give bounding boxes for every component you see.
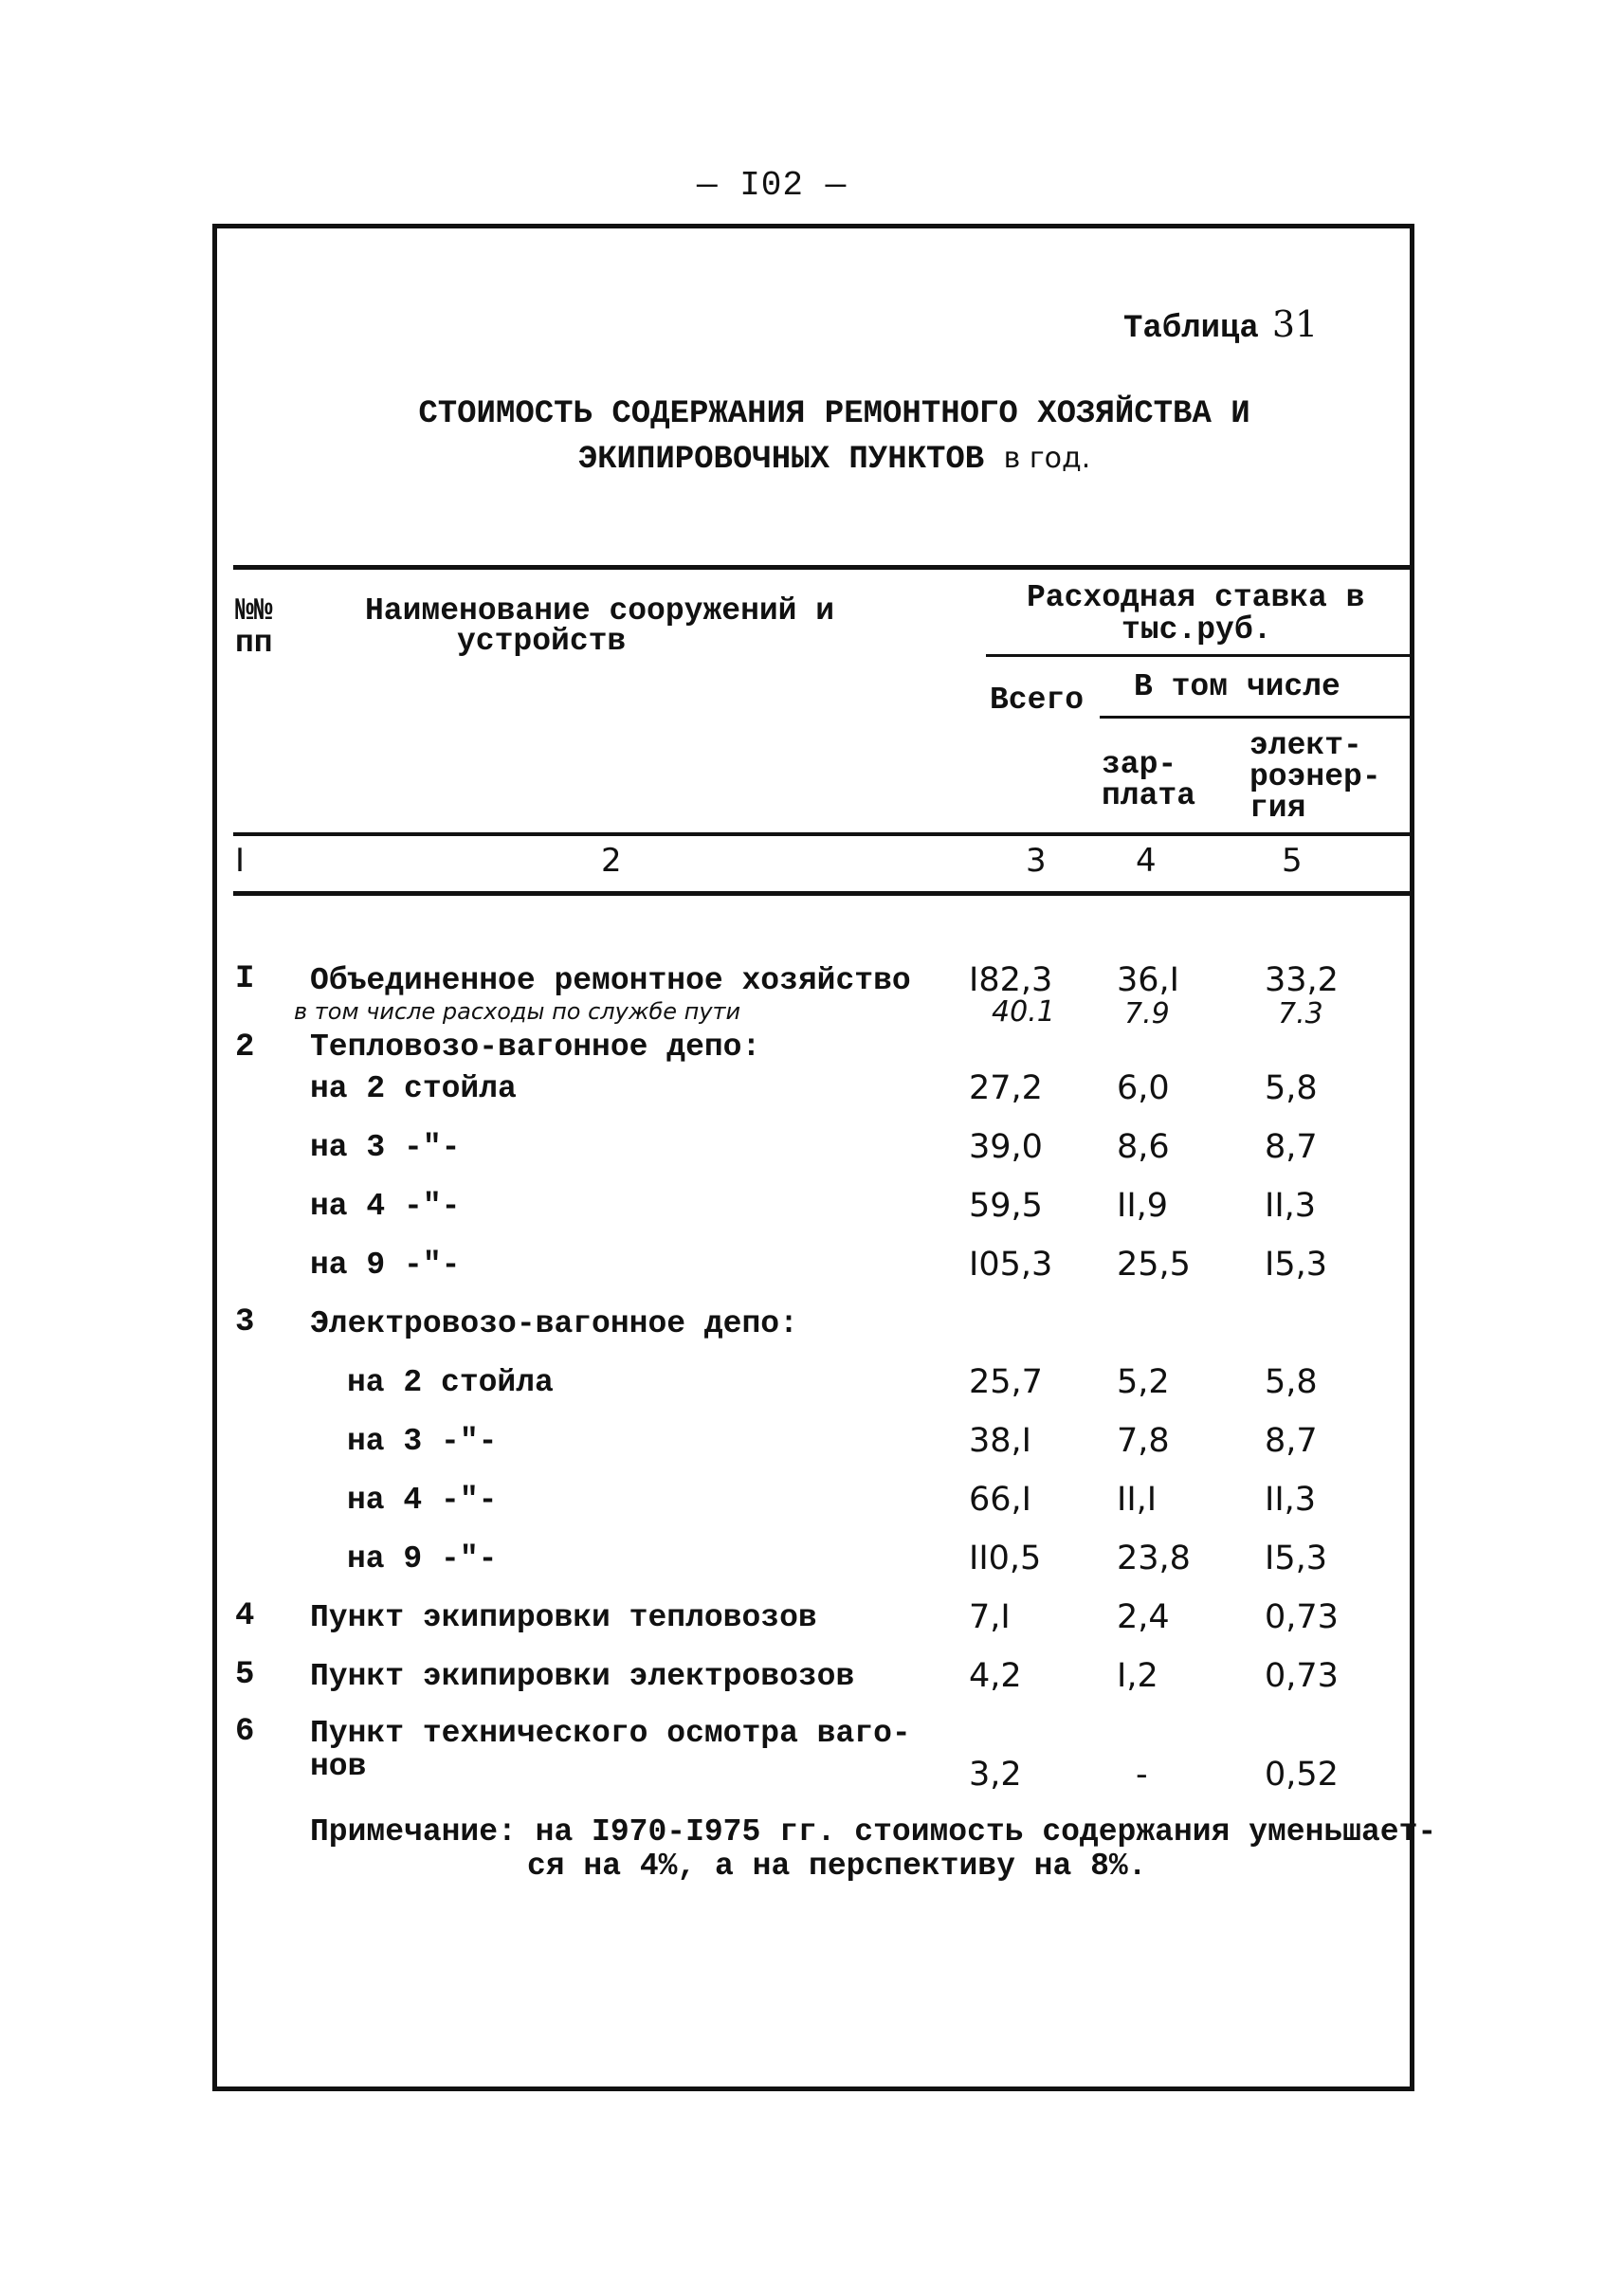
note-line1: Примечание: на I970-I975 гг. стоимость содержания уменьшает- (310, 1814, 1437, 1850)
cell-salary: - (1136, 1756, 1148, 1794)
row-label: на 4 -"- (347, 1483, 498, 1518)
header-name-col-l1: Наименование сооружений и (365, 593, 835, 629)
cell-salary: 6,0 (1117, 1069, 1170, 1107)
cell-total: 4,2 (969, 1657, 1022, 1695)
header-rate-rule (986, 654, 1414, 657)
cell-total: 3,2 (969, 1756, 1022, 1794)
note-line2: ся на 4%, а на перспективу на 8%. (527, 1849, 1147, 1884)
row-label-handwritten: в том числе расходы по службе пути (294, 998, 741, 1025)
cell-energy: I5,3 (1265, 1540, 1327, 1577)
row-label: на 9 -"- (310, 1248, 461, 1283)
cell-energy: 0,73 (1265, 1657, 1339, 1695)
column-numbers-rule (233, 891, 1414, 896)
cell-total: 39,0 (969, 1128, 1043, 1166)
row-num: 2 (235, 1030, 255, 1066)
cell-energy: 5,8 (1265, 1363, 1318, 1401)
header-num-col-text: №№ пп (235, 593, 273, 661)
cell-salary: I,2 (1117, 1657, 1158, 1695)
cell-salary: 2,4 (1117, 1598, 1170, 1636)
row-label: на 3 -"- (310, 1130, 461, 1165)
header-salary-l1: зар- (1102, 747, 1177, 782)
table-title-line2-typed: ЭКИПИРОВОЧНЫХ ПУНКТОВ (577, 442, 985, 478)
row-label-line2: нов (310, 1749, 367, 1784)
cell-salary: 5,2 (1117, 1363, 1170, 1401)
table-caption (1123, 303, 1318, 347)
cell-total: 38,I (969, 1422, 1031, 1460)
table-caption-label: Таблица (1123, 311, 1259, 347)
table-title-line2 (322, 442, 1346, 478)
cell-total: 66,I (969, 1481, 1031, 1519)
cell-energy: 33,2 (1265, 961, 1339, 999)
header-energy-l1: элект- (1249, 728, 1362, 763)
cell-total: 7,I (969, 1598, 1011, 1636)
header-top-rule (233, 565, 1414, 570)
cell-energy: 0,52 (1265, 1756, 1339, 1794)
column-number-1: I (235, 842, 246, 880)
cell-energy: II,3 (1265, 1481, 1317, 1519)
header-rate-l1: Расходная ставка в (1027, 580, 1365, 615)
row-label-line1: Пункт технического осмотра ваго- (310, 1716, 911, 1751)
cell-salary-handwritten: 7.9 (1124, 997, 1170, 1030)
cell-energy: I5,3 (1265, 1246, 1327, 1284)
cell-salary: 7,8 (1117, 1422, 1170, 1460)
column-number-3: 3 (1026, 842, 1047, 880)
row-num: 6 (235, 1714, 255, 1750)
page-number: — I02 — (697, 166, 848, 205)
cell-salary: 23,8 (1117, 1540, 1191, 1577)
cell-energy: 5,8 (1265, 1069, 1318, 1107)
cell-total: II0,5 (969, 1540, 1042, 1577)
row-label: Пункт экипировки тепловозов (310, 1600, 817, 1635)
header-rate-l2: тыс.руб. (1122, 612, 1272, 647)
row-num: 4 (235, 1598, 255, 1634)
cell-total: 25,7 (969, 1363, 1043, 1401)
row-label: на 2 стойла (347, 1365, 554, 1400)
header-energy-l3: гия (1249, 791, 1306, 826)
row-label: Тепловозо-вагонное депо: (310, 1030, 761, 1065)
table-title-line2-hand: в год. (1003, 442, 1091, 475)
cell-energy: 0,73 (1265, 1598, 1339, 1636)
cell-salary: II,9 (1117, 1187, 1169, 1225)
header-total: Всего (990, 683, 1085, 718)
cell-energy-handwritten: 7.3 (1278, 997, 1323, 1030)
row-label: на 3 -"- (347, 1424, 498, 1459)
row-label: на 2 стойла (310, 1071, 517, 1106)
header-salary-l2: плата (1102, 778, 1196, 813)
cell-total: 27,2 (969, 1069, 1043, 1107)
cell-total: 59,5 (969, 1187, 1043, 1225)
table-caption-number: 31 (1271, 303, 1319, 345)
header-name-col-l2: устройств (457, 624, 627, 659)
column-number-2: 2 (601, 842, 622, 880)
cell-total: I82,3 (969, 961, 1053, 999)
header-including-rule (1100, 716, 1414, 719)
cell-energy: II,3 (1265, 1187, 1317, 1225)
row-label: Электровозо-вагонное депо: (310, 1306, 798, 1341)
header-including: В том числе (1134, 669, 1340, 704)
header-bottom-rule (233, 832, 1414, 836)
row-num: 3 (235, 1304, 255, 1340)
row-num: 5 (235, 1657, 255, 1693)
header-energy-l2: роэнер- (1249, 759, 1381, 794)
column-number-4: 4 (1136, 842, 1157, 880)
cell-total: I05,3 (969, 1246, 1053, 1284)
cell-salary: 25,5 (1117, 1246, 1191, 1284)
cell-salary: 8,6 (1117, 1128, 1170, 1166)
table-title-line1: СТОИМОСТЬ СОДЕРЖАНИЯ РЕМОНТНОГО ХОЗЯЙСТВА И (418, 396, 1250, 432)
cell-energy: 8,7 (1265, 1128, 1318, 1166)
cell-energy: 8,7 (1265, 1422, 1318, 1460)
header-num-col (235, 595, 292, 660)
column-number-5: 5 (1282, 842, 1303, 880)
cell-salary: 36,I (1117, 961, 1179, 999)
cell-salary: II,I (1117, 1481, 1158, 1519)
row-num: I (235, 961, 255, 997)
row-label: Объединенное ремонтное хозяйство (310, 963, 911, 998)
row-label: на 4 -"- (310, 1189, 461, 1224)
row-label: Пункт экипировки электровозов (310, 1659, 855, 1694)
cell-total-handwritten: 40.1 (992, 995, 1055, 1029)
row-label: на 9 -"- (347, 1541, 498, 1576)
